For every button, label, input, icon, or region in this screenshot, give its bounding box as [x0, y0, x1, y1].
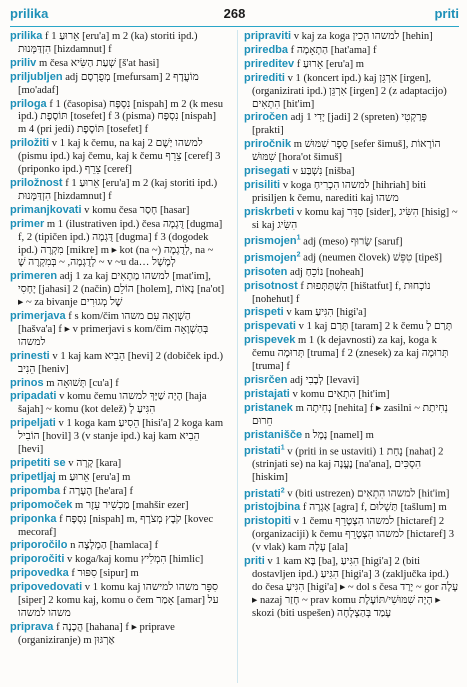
- entry-headword: priponka: [10, 512, 57, 525]
- entry-body: v koga/kaj komu הִמְלִיץ [himlic]: [64, 554, 204, 566]
- dictionary-entry: [244, 306, 459, 320]
- entry-headword: priložnost: [10, 176, 63, 189]
- dictionary-entry: [244, 402, 459, 429]
- dictionary-entry: [244, 179, 459, 206]
- entry-body: f אֵרוּעַ [eru'a] m: [294, 58, 364, 70]
- dictionary-entry: [10, 270, 225, 310]
- dictionary-entry: [244, 280, 459, 307]
- dictionary-entry: [10, 499, 225, 513]
- entry-body: v קָרָה [kara]: [65, 458, 122, 469]
- entry-body: v komu česa חָסַר [hasar]: [81, 204, 190, 216]
- entry-headword: pripadati: [10, 390, 57, 403]
- entry-headword: priporočilo: [10, 539, 68, 552]
- left-guide-word: prilika: [10, 6, 49, 21]
- entry-headword: primerjava: [10, 310, 66, 323]
- entry-headword: pristopiti: [244, 515, 292, 528]
- dictionary-entry: [244, 443, 459, 485]
- dictionary-entry: [10, 350, 225, 377]
- entry-headword: pristati$^2$: [244, 486, 285, 500]
- dictionary-entry: [244, 206, 459, 233]
- entry-headword: pripovedovati: [10, 581, 83, 594]
- entry-headword: prismojen$^2$: [244, 251, 301, 264]
- entry-body: f הִשְׁתַּתְּפוּת [hištatfut] f, נוֹכְחוּת [nohehut] f: [252, 280, 431, 305]
- entry-body: adj לְבָבִי [levavi]: [287, 374, 360, 386]
- dictionary-entry: [244, 249, 459, 266]
- entry-body: f סִפּוּר [sipur] m: [68, 568, 139, 580]
- entry-body: v 1 kaj kam הֵבִיא [hevi] 2 (dobiček ipd.) הֵנִיב [heniv]: [18, 350, 224, 375]
- dictionary-entry: [10, 553, 225, 567]
- entry-body: f אַגְרָה [agra] f, תַּשְׁלוּם [tašlum] m: [300, 502, 447, 514]
- dictionary-entry: [244, 266, 459, 280]
- page-number: 268: [223, 6, 246, 21]
- dictionary-entry: [244, 58, 459, 72]
- entry-headword: priskrbeti: [244, 205, 295, 218]
- dictionary-entry: [10, 457, 225, 471]
- entry-headword: pristojbina: [244, 501, 301, 514]
- left-column: [10, 30, 225, 683]
- entry-body: adj מְפֻרְסָם [mefursam] 2 מוֹעֲדָף [mo'adaf]: [18, 71, 199, 96]
- dictionary-entry: [244, 320, 459, 334]
- dictionary-entry: [10, 218, 225, 271]
- dictionary-entry: [10, 204, 225, 218]
- entry-headword: pristati$^1$: [244, 444, 285, 458]
- entry-headword: prispeti: [244, 306, 284, 319]
- dictionary-entry: [244, 555, 459, 621]
- entry-headword: pripetiti se: [10, 457, 66, 469]
- dictionary-entry: [10, 567, 225, 581]
- entry-headword: prispevek: [244, 334, 296, 347]
- dictionary-entry: [10, 310, 225, 350]
- entry-body: n נָמָל [namel] m: [302, 429, 374, 441]
- entry-headword: pripomba: [10, 484, 61, 497]
- entry-body: v komu הִתְאִים [hit'im]: [289, 388, 390, 400]
- entry-headword: priljubljen: [10, 70, 63, 83]
- entry-headword: priliv: [10, 56, 37, 69]
- entry-body: f 1 (časopisa) נִסְפָּח [nispah] m 2 (k mesu ipd.) תּוֹסֶפֶת [tosefet] f 3 (pisma) נִסְפָּח [nispah] m 4 (pri jedi) תּוֹסֶפֶת [tosefet] f: [18, 98, 224, 136]
- entry-body: v komu kaj סִדֵּר [sider], הִשִּׂיג [hisig] ~ si kaj הִשִּׂיג: [252, 206, 458, 231]
- entry-headword: priročen: [244, 111, 289, 124]
- entry-headword: priredba: [244, 43, 289, 56]
- entry-headword: pripraviti: [244, 30, 292, 42]
- dictionary-entry: [10, 621, 225, 648]
- dictionary-entry: [10, 57, 225, 71]
- entry-headword: priti: [244, 555, 265, 568]
- entry-body: f s kom/čim הַשְׁוָאָה עִם משהו [hašva'a] f ▸ v primerjavi s kom/čim בְּהַשְׁוָאָה למשהו: [18, 311, 209, 348]
- dictionary-entry: [10, 98, 225, 138]
- dictionary-entry: [10, 177, 225, 204]
- entry-headword: prisoten: [244, 265, 288, 278]
- dictionary-entry: [10, 471, 225, 485]
- entry-body: v komu čemu הָיָה שַׁיָּךְ למשהו [haja šajah] ~ komu (kot delež) הִגִּיעַ לְ: [18, 391, 207, 416]
- entry-headword: primanjkovati: [10, 203, 82, 216]
- entry-headword: prismojen$^1$: [244, 234, 301, 248]
- entry-body: m אֵרוּעַ [eru'a] m: [55, 471, 131, 483]
- dictionary-entry: [10, 417, 225, 457]
- entry-headword: pripeljati: [10, 417, 56, 430]
- entry-headword: priložiti: [10, 137, 50, 150]
- entry-body: adj 1 יָדִי [jadi] 2 (spreten) פְּרַקְטִי [prakti]: [252, 112, 427, 137]
- dictionary-entry: [244, 30, 459, 44]
- entry-body: f הֶעָרָה [he'ara] f: [60, 485, 134, 497]
- dictionary-entry: [244, 388, 459, 402]
- entry-body: m 1 (k dejavnosti) za kaj, koga k čemu תְּרוּמָה [truma] f 2 (znesek) za kaj תְּרוּמָה [truma] f: [252, 335, 449, 373]
- dictionary-entry: [244, 44, 459, 58]
- entry-body: f 1 אֵרוּעַ [eru'a] m 2 (kaj storiti ipd.) הִזְדַּמְּנוּת [hizdamnut] f: [18, 177, 218, 202]
- entry-headword: prisotnost: [244, 279, 298, 292]
- entry-body: f נִסְפָּח [nispah] m, קֹבֶץ מְצֹרָף [kovec mecoraf]: [18, 513, 214, 538]
- entry-headword: pristajati: [244, 387, 290, 400]
- entry-body: adj (meso) שָׂרוּף [saruf]: [300, 236, 403, 248]
- entry-headword: prireditev: [244, 57, 295, 70]
- entry-body: v 1 (koncert ipd.) kaj אִרְגֵּן [irgen], (organizirati ipd.) אִרְגֵּן [irgen] 2 (z adaptacijo) הִתְאִים [hit'im]: [252, 72, 447, 110]
- entry-headword: prisrčen: [244, 373, 288, 386]
- entry-headword: prispevati: [244, 320, 296, 333]
- dictionary-entry: [10, 137, 225, 177]
- entry-body: m נְחִיתָה [nehita] f ▸ zasilni ~ נְחִיתַת חֵרוּם: [252, 402, 448, 427]
- entry-body: v 1 koga kam הֵסִיעַ [hisi'a] 2 koga kam הוֹבִיל [hovil] 3 (v stanje ipd.) kaj kam הֵבִיא [hevi]: [18, 418, 224, 456]
- dictionary-entry: [244, 334, 459, 374]
- entry-headword: priročnik: [244, 138, 292, 151]
- entry-headword: primeren: [10, 270, 58, 283]
- entry-headword: prinos: [10, 376, 44, 389]
- dictionary-entry: [244, 374, 459, 388]
- dictionary-entry: [244, 515, 459, 555]
- dictionary-entry: [244, 485, 459, 502]
- entry-headword: primer: [10, 217, 45, 230]
- entry-body: v נִשְׁבַּע [nišba]: [289, 166, 355, 178]
- dictionary-entry: [10, 581, 225, 621]
- entry-body: v 1 kaj תָּרַם [taram] 2 k čemu תָּרַם לְ: [295, 321, 453, 333]
- entry-body: m česa שְׁעַת הַשִּׂיא [š'at hasi]: [36, 57, 160, 69]
- entry-body: v (biti ustrezen) למשהו הִתְאִים [hit'im]: [284, 488, 450, 500]
- right-guide-word: priti: [434, 6, 459, 21]
- dictionary-entry: [244, 429, 459, 443]
- entry-body: m מַכְשִׁיר עֵזֶר [mahšir ezer]: [72, 499, 189, 511]
- entry-headword: pristanek: [244, 401, 293, 414]
- entry-body: v 1 kam בָּא [ba], הִגִּיעַ [higi'a] 2 (biti dostavljen ipd.) הִגִּיעַ [higi'a] 3 (zaključka ipd.) do česa הִגִּיעַ [higi'a] ▸ ~ dol s česa יָרַד ~ gor עָלָה ▸ nazaj חָזַר ~ prav komu הָיָה שִׁמּוּשִׁי/תּוֹעֶלֶת ▸ skozi (biti uspešen) עָמַד בְּהַצְלָחָה: [252, 556, 459, 619]
- entry-body: adj (neumen človek) טִפֵּשׁ [tipeš]: [300, 252, 443, 264]
- entry-headword: priloga: [10, 97, 47, 110]
- entry-headword: prilika: [10, 30, 43, 42]
- entry-headword: priporočiti: [10, 553, 65, 566]
- dictionary-entry: [10, 390, 225, 417]
- entry-body: v koga למשהו הִכְרִיחַ [hihriah] biti prisiljen k čemu, narediti kaj משהו: [252, 179, 427, 204]
- entry-body: v kam הִגִּיעַ [higi'a]: [283, 307, 367, 319]
- dictionary-entry: [244, 138, 459, 165]
- dictionary-entry: [244, 501, 459, 515]
- entry-body: m סֵפֶר שִׁמּוּשׁ [sefer šimuš], הוֹרָאוֹת שִׁמּוּשׁ [hora'ot šimuš]: [252, 139, 441, 164]
- page-header: [10, 6, 459, 27]
- dictionary-entry: [244, 165, 459, 179]
- dictionary-entry: [10, 539, 225, 553]
- dictionary-entry: [10, 485, 225, 499]
- dictionary-entry: [244, 111, 459, 138]
- dictionary-entry: [244, 233, 459, 250]
- entry-headword: priprava: [10, 620, 54, 633]
- entry-headword: pripovedka: [10, 567, 69, 580]
- entry-headword: pristanišče: [244, 428, 303, 441]
- dictionary-entry: [10, 30, 225, 57]
- entry-headword: pripetljaj: [10, 470, 56, 483]
- entry-body: f הֲכָנָה [hahana] f ▸ priprave (organiziranje) m אַרְגּוּן: [18, 621, 175, 646]
- dictionary-entry: [244, 72, 459, 112]
- entry-body: v 1 komu kaj סִפֵּר משהו למישהו [siper] 2 komu kaj, komu o čem אָמַר [amar] על משהו למשהו: [18, 582, 219, 619]
- dictionary-entry: [10, 377, 225, 391]
- entry-headword: prinesti: [10, 349, 50, 362]
- entry-body: m 1 (ilustrativen ipd.) česa דֻּגְמָה [dugma] f, 2 (tipičen ipd.) דֻּגְמָה [dugma] f 3 (dogodek ipd.) מִקְרֶה [mikre] m ▸ kot (na ~) לְדֻגְמָה, na ~ לְדֻגְמָה, ~ בְּמִקְרֶה שֶׁ ~ v ~u da… לְמָשָׁל: [18, 218, 223, 269]
- entry-headword: prirediti: [244, 71, 285, 84]
- entry-body: adj 1 za kaj למשהו מַתְאִים [mat'im], יָחָסִי [jahasi] 2 (način) הוֹלֵם [holem], נָאוֹת [na'ot] ▸ ~ za bivanje שֶׁל מְגוּרִים: [18, 271, 225, 309]
- entry-body: v 1 kaj k čemu, na kaj למשהו יַשֶׁם 2 (pismu ipd.) kaj čemu, kaj k čemu צֵרֵף [ceref] 3 (priponko ipd.) צֵרֵף [ceref]: [18, 138, 221, 176]
- entry-body: f הַתְאָמָה [hat'ama] f: [288, 44, 377, 56]
- entry-body: adj נוֹכֵחַ [noheah]: [287, 266, 364, 278]
- entry-body: v 1 čemu למשהו הִצְטָרֵף [hictaref] 2 (organizaciji) k čemu למשהו הִצְטָרֵף [hictaref] 3 (v vlak) kam עָלָה [ala]: [252, 516, 454, 554]
- entry-body: m תְּשׁוּאָה [cu'a] f: [43, 377, 119, 389]
- entry-columns: [10, 30, 459, 683]
- entry-headword: pripomoček: [10, 498, 73, 511]
- entry-body: v (priti in se ustaviti) 1 נָחַת [nahat] 2 (strinjati se) na kaj נֶעֱנָה [na'ana], הִסְכִּים [hiskim]: [252, 446, 444, 483]
- entry-body: f 1 אֵרוּעַ [eru'a] m 2 (ka) storiti ipd.) הִזְדַּמְּנוּת [hizdamnut] f: [18, 31, 198, 55]
- entry-body: v kaj za koga למשהו הֵכִין [hehin]: [291, 31, 433, 42]
- entry-headword: prisiliti: [244, 178, 281, 191]
- entry-body: n הַמְלָצָה [hamlaca] f: [67, 540, 159, 552]
- dictionary-entry: [10, 71, 225, 98]
- right-column: [237, 30, 459, 683]
- dictionary-entry: [10, 513, 225, 540]
- entry-headword: prisegati: [244, 165, 290, 178]
